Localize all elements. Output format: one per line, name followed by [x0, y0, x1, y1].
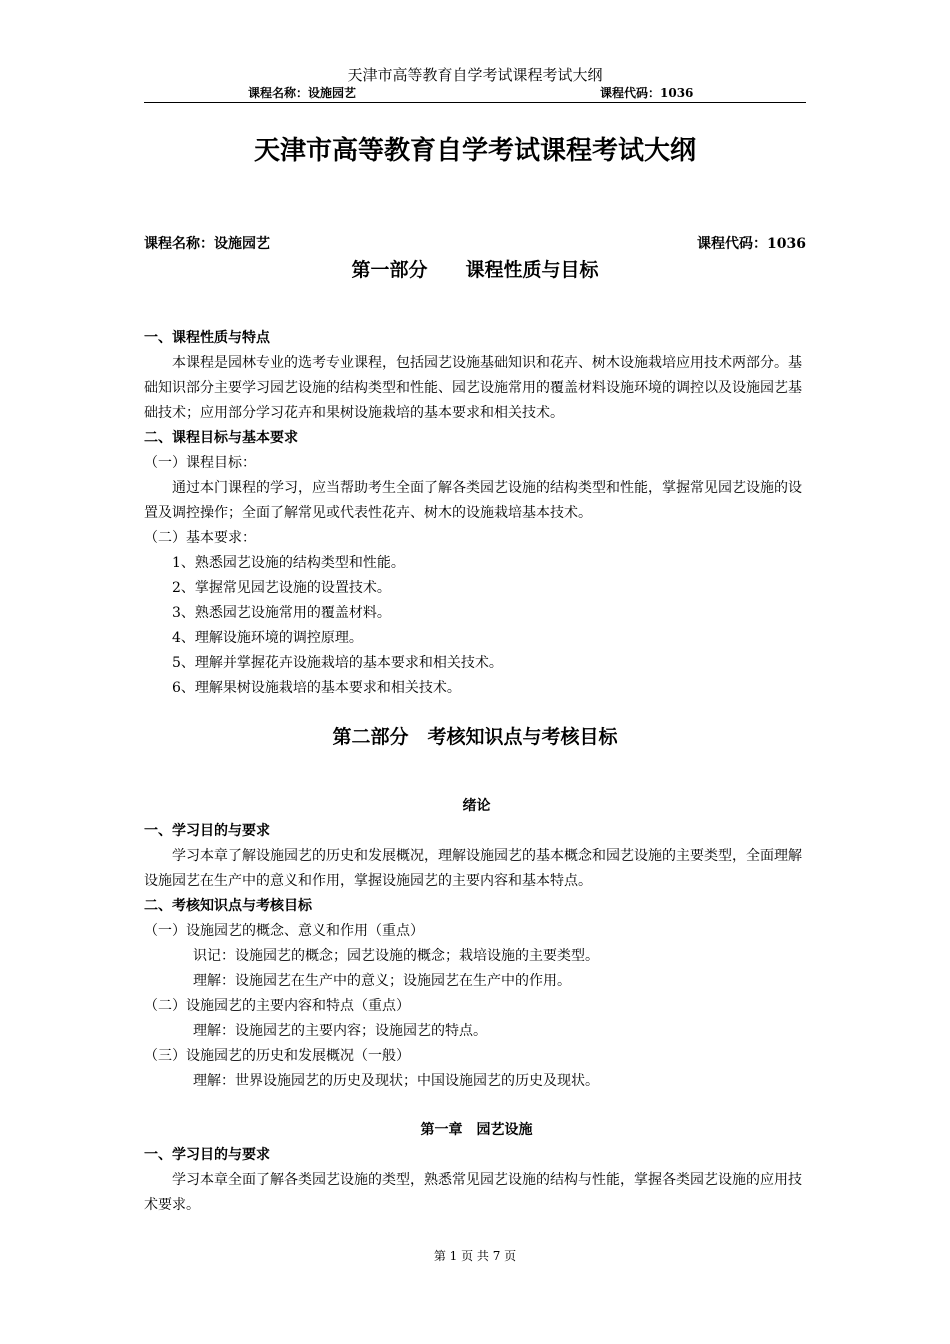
knowledge-detail: 理解：世界设施园艺的历史及现状；中国设施园艺的历史及现状。	[193, 1073, 599, 1089]
page-number: 第 1 页 共 7 页	[433, 1249, 517, 1263]
knowledge-detail: 识记：设施园艺的概念；园艺设施的概念；栽培设施的主要类型。	[193, 948, 599, 964]
list-item: 1、熟悉园艺设施的结构类型和性能。	[172, 555, 405, 571]
section-heading: 一、学习目的与要求	[144, 823, 270, 839]
list-item: 6、理解果树设施栽培的基本要求和相关技术。	[172, 680, 461, 696]
running-header-course-code: 课程代码：1036	[600, 86, 694, 100]
knowledge-detail: 理解：设施园艺的主要内容；设施园艺的特点。	[193, 1023, 487, 1039]
knowledge-detail: 理解：设施园艺在生产中的意义；设施园艺在生产中的作用。	[193, 973, 571, 989]
document-title: 天津市高等教育自学考试课程考试大纲	[253, 136, 696, 166]
subsection-heading: （一）课程目标：	[144, 455, 256, 471]
list-item: 5、理解并掌握花卉设施栽培的基本要求和相关技术。	[172, 655, 503, 671]
chapter1-content	[144, 1118, 809, 1218]
section-heading: 一、学习目的与要求	[144, 1147, 270, 1163]
part1-title: 第一部分 课程性质与目标	[351, 259, 599, 281]
section-heading: 二、考核知识点与考核目标	[144, 898, 312, 914]
subsection-heading: （二）基本要求：	[144, 530, 256, 546]
course-code: 课程代码：1036	[697, 236, 806, 252]
paragraph: 学习本章全面了解各类园艺设施的类型，熟悉常见园艺设施的结构与性能，掌握各类园艺设施的应用技术要求。	[144, 1172, 802, 1213]
knowledge-point: （二）设施园艺的主要内容和特点（重点）	[144, 998, 410, 1014]
chapter-heading: 第一章 园艺设施	[420, 1122, 533, 1138]
intro-content	[144, 794, 809, 1094]
part1-content	[144, 326, 809, 701]
paragraph: 通过本门课程的学习，应当帮助考生全面了解各类园艺设施的结构类型和性能，掌握常见园艺设施的设置及调控操作；全面了解常见或代表性花卉、树木的设施栽培基本技术。	[144, 480, 802, 521]
list-item: 3、熟悉园艺设施常用的覆盖材料。	[172, 605, 391, 621]
running-header-title: 天津市高等教育自学考试课程考试大纲	[347, 66, 603, 84]
running-header-course-name: 课程名称：设施园艺	[248, 86, 357, 100]
list-item: 4、理解设施环境的调控原理。	[172, 630, 363, 646]
list-item: 2、掌握常见园艺设施的设置技术。	[172, 580, 391, 596]
part2-title: 第二部分 考核知识点与考核目标	[332, 726, 618, 748]
paragraph: 本课程是园林专业的选考专业课程，包括园艺设施基础知识和花卉、树木设施栽培应用技术两部分。基础知识部分主要学习园艺设施的结构类型和性能、园艺设施常用的覆盖材料设施环境的调控以及设施园艺基础技术；应用部分学习花卉和果树设施栽培的基本要求和相关技术。	[144, 355, 802, 421]
knowledge-point: （一）设施园艺的概念、意义和作用（重点）	[144, 923, 424, 939]
chapter-heading: 绪论	[462, 798, 491, 814]
section-heading: 一、课程性质与特点	[144, 330, 270, 346]
section-heading: 二、课程目标与基本要求	[144, 430, 298, 446]
course-name: 课程名称：设施园艺	[144, 236, 270, 252]
header-divider	[144, 102, 806, 103]
paragraph: 学习本章了解设施园艺的历史和发展概况，理解设施园艺的基本概念和园艺设施的主要类型，全面理解设施园艺在生产中的意义和作用，掌握设施园艺的主要内容和基本特点。	[144, 848, 802, 889]
knowledge-point: （三）设施园艺的历史和发展概况（一般）	[144, 1048, 410, 1064]
